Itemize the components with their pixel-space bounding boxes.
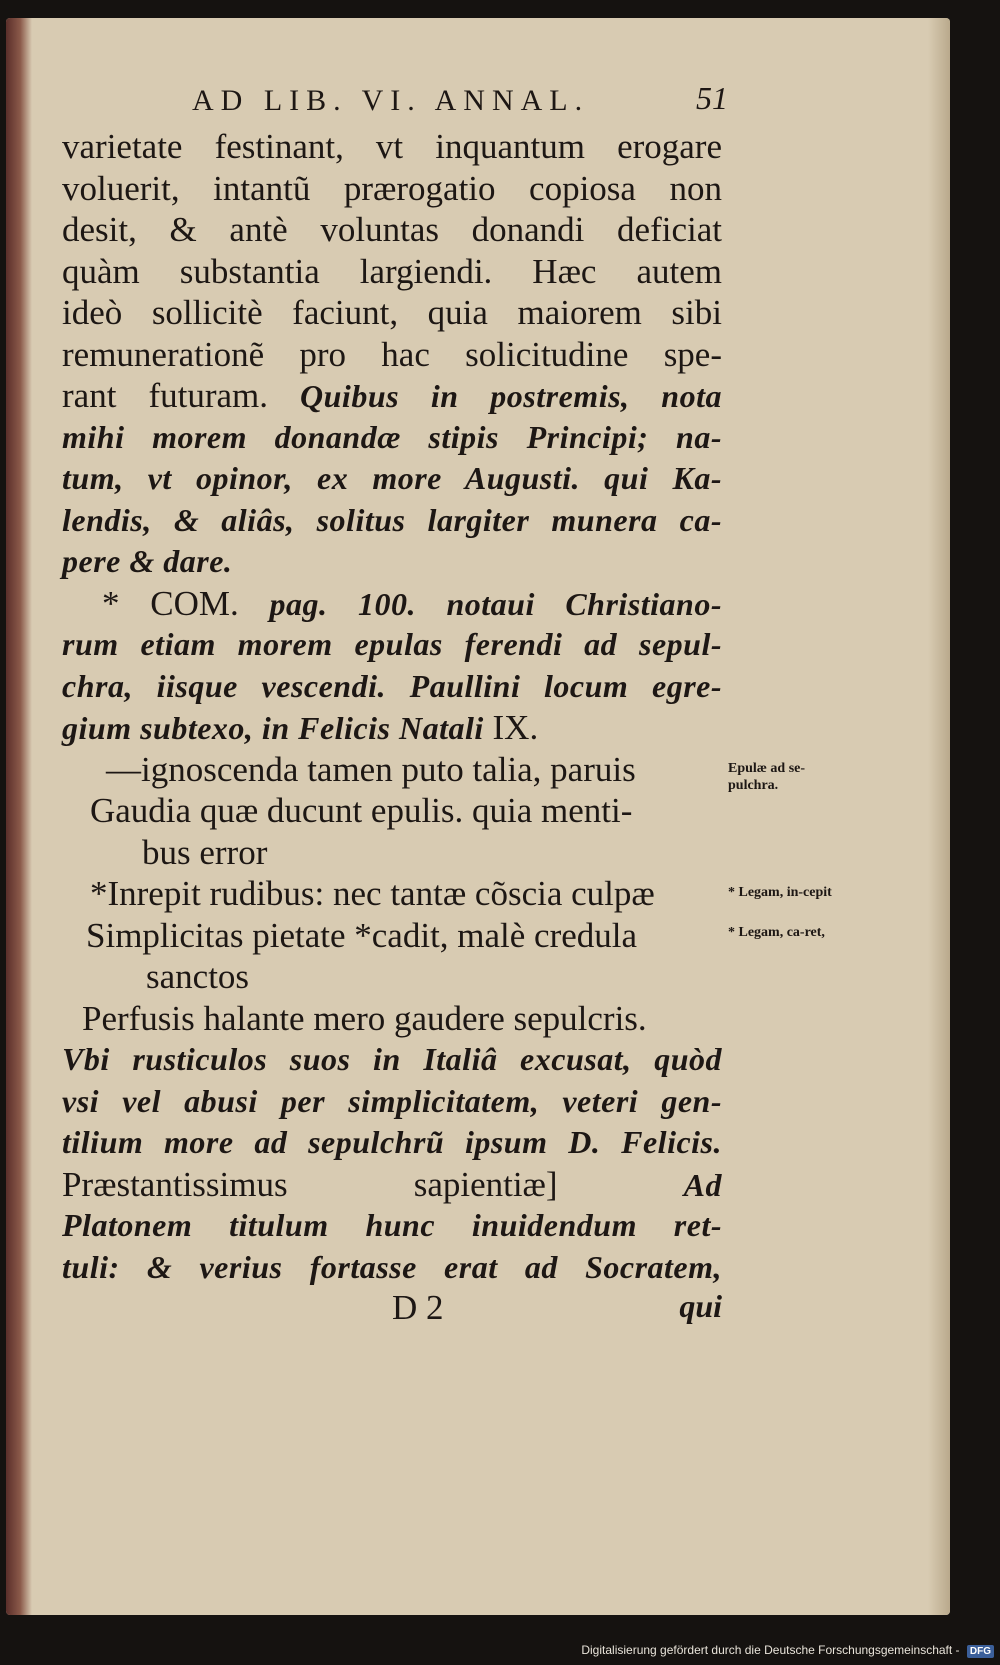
italic-segment: pag. 100. notaui Christiano- bbox=[269, 585, 723, 622]
text-line: remunerationẽ pro hac solicitudine spe- bbox=[62, 334, 722, 374]
page-gutter bbox=[6, 18, 32, 1615]
text-line: Vbi rusticulos suos in Italiâ excusat, quòd bbox=[62, 1041, 722, 1077]
text-line: Platonem titulum hunc inuidendum ret- bbox=[62, 1207, 722, 1243]
verse-line: Simplicitas pietate *cadit, malè credula bbox=[86, 915, 638, 955]
book-page bbox=[6, 18, 950, 1615]
main-text bbox=[62, 126, 722, 1332]
text-line: vsi vel abusi per simplicitatem, veteri gen- bbox=[62, 1082, 722, 1119]
text-line bbox=[62, 707, 722, 749]
commentary-marker: * COM. bbox=[102, 583, 239, 623]
text-line: desit, & antè voluntas donandi deficiat bbox=[62, 210, 722, 249]
signature-mark: D 2 bbox=[392, 1288, 444, 1327]
verse-line: bus error bbox=[142, 832, 268, 872]
digitization-credit bbox=[0, 1643, 994, 1661]
text-line: tum, vt opinor, ex more Augusti. qui Ka- bbox=[62, 460, 722, 496]
text-line: quàm substantia largiendi. Hæc autem bbox=[62, 251, 722, 291]
page-number: 51 bbox=[696, 80, 728, 116]
text-line: lendis, & aliâs, solitus largiter munera ca- bbox=[62, 501, 722, 538]
text-line: rum etiam morem epulas ferendi ad sepul- bbox=[62, 626, 722, 662]
credit-text: Digitalisierung gefördert durch die Deutsche Forschungsgemeinschaft - bbox=[581, 1643, 960, 1657]
running-head: AD LIB. VI. ANNAL. bbox=[192, 84, 590, 117]
text-line: ideò sollicitè faciunt, quia maiorem sibi bbox=[62, 293, 722, 332]
italic-segment: Quibus in postremis, nota bbox=[300, 378, 722, 414]
lemma: Præstantissimus sapientiæ] bbox=[62, 1164, 558, 1204]
text-line: varietate festinant, vt inquantum erogare bbox=[62, 127, 722, 166]
text-line bbox=[62, 583, 722, 625]
signature-line bbox=[62, 1288, 722, 1332]
dfg-logo-icon: DFG bbox=[967, 1645, 994, 1658]
verse-line: Perfusis halante mero gaudere sepulcris. bbox=[82, 998, 647, 1038]
verse-line: —ignoscenda tamen puto talia, paruis bbox=[106, 749, 636, 789]
verse-line: sanctos bbox=[146, 957, 250, 996]
italic-segment: gium subtexo, in Felicis Natali bbox=[62, 710, 484, 746]
margin-note: * Legam, in-cepit bbox=[728, 885, 832, 900]
text-line: tuli: & verius fortasse erat ad Socratem, bbox=[62, 1248, 722, 1285]
text-segment: IX. bbox=[492, 708, 539, 747]
margin-note: Epulæ ad se-pulchra. bbox=[728, 761, 806, 793]
page-edge bbox=[928, 18, 950, 1615]
text-line bbox=[62, 1164, 722, 1206]
text-line: tilium more ad sepulchrũ ipsum D. Felicis. bbox=[62, 1124, 722, 1160]
text-segment: rant futuram. bbox=[62, 376, 268, 415]
text-line: pere & dare. bbox=[62, 543, 233, 579]
catchword: qui bbox=[679, 1288, 722, 1324]
text-line: chra, iisque vescendi. Paullini locum egre- bbox=[62, 667, 722, 704]
page-header bbox=[192, 80, 728, 124]
text-line: voluerit, intantũ prærogatio copiosa non bbox=[62, 168, 722, 208]
margin-note: * Legam, ca-ret, bbox=[728, 925, 825, 940]
verse-line: *Inrepit rudibus: nec tantæ cõscia culpæ bbox=[90, 874, 655, 913]
verse-line: Gaudia quæ ducunt epulis. quia menti- bbox=[90, 791, 633, 830]
text-line: mihi morem donandæ stipis Principi; na- bbox=[62, 418, 722, 455]
italic-segment: Ad bbox=[683, 1166, 722, 1203]
text-line bbox=[62, 375, 722, 417]
